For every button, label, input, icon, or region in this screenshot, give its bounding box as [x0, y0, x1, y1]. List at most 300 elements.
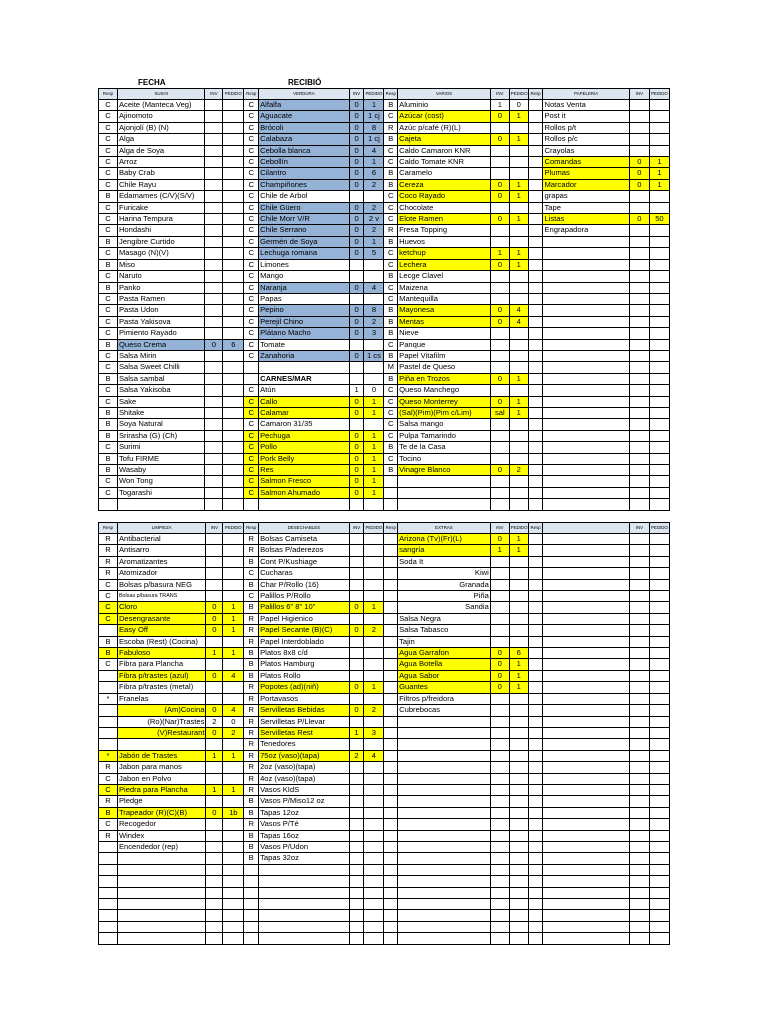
resp-cell: C — [384, 396, 398, 407]
pedido-cell — [509, 876, 528, 887]
pedido-cell — [364, 419, 384, 430]
pedido-cell — [509, 328, 528, 339]
resp-cell: R — [244, 534, 259, 545]
pedido-cell — [649, 602, 669, 613]
item-name-cell: Naranja — [259, 282, 350, 293]
resp-cell — [528, 591, 543, 602]
inv-cell — [205, 385, 223, 396]
resp-cell: B — [244, 853, 259, 864]
pedido-cell — [649, 556, 669, 567]
item-name-cell — [543, 259, 629, 270]
inv-cell — [490, 168, 509, 179]
inv-cell — [629, 853, 649, 864]
item-name-cell — [543, 534, 629, 545]
pedido-cell — [223, 134, 244, 145]
inv-cell — [205, 225, 223, 236]
inv-cell — [205, 305, 223, 316]
pedido-cell — [649, 476, 669, 487]
pedido-cell — [223, 739, 244, 750]
resp-cell: C — [244, 293, 259, 304]
item-name-cell: Brócoli — [259, 122, 350, 133]
inv-cell — [629, 487, 649, 498]
pedido-cell — [509, 476, 528, 487]
item-name-cell: ketchup — [398, 248, 491, 259]
inv-cell — [205, 419, 223, 430]
table-row — [99, 648, 670, 659]
inv-cell — [629, 887, 649, 898]
pedido-cell — [509, 556, 528, 567]
pedido-cell — [223, 841, 244, 852]
resp-cell — [528, 568, 543, 579]
resp-cell: C — [99, 179, 118, 190]
item-name-cell: Zanahoria — [259, 350, 350, 361]
resp-cell: C — [244, 202, 259, 213]
item-name-cell — [543, 556, 629, 567]
item-name-cell — [543, 499, 629, 510]
inv-cell — [349, 716, 364, 727]
resp-cell: R — [244, 545, 259, 556]
column-header: Resp — [384, 89, 398, 100]
inv-cell: 0 — [349, 350, 364, 361]
pedido-cell — [509, 739, 528, 750]
resp-cell: C — [99, 350, 118, 361]
resp-cell — [384, 910, 398, 921]
inv-cell: 0 — [490, 111, 509, 122]
pedido-cell: 1 — [223, 784, 244, 795]
resp-cell — [384, 591, 398, 602]
item-name-cell: Platos 8x8 c/d — [259, 648, 350, 659]
pedido-cell — [223, 179, 244, 190]
item-name-cell: Caramelo — [398, 168, 491, 179]
table-row — [99, 191, 670, 202]
resp-cell: C — [384, 419, 398, 430]
pedido-cell — [364, 739, 384, 750]
pedido-cell — [509, 750, 528, 761]
inv-cell — [206, 773, 223, 784]
pedido-cell: 1 — [649, 179, 669, 190]
item-name-cell: Fibra p/trastes (azul) — [117, 670, 205, 681]
pedido-cell — [649, 282, 669, 293]
inv-cell — [349, 819, 364, 830]
pedido-cell — [509, 864, 528, 875]
resp-cell — [528, 773, 543, 784]
item-name-cell: Pollo — [259, 442, 350, 453]
item-name-cell: Hondashi — [117, 225, 204, 236]
inv-cell — [629, 591, 649, 602]
inv-cell — [629, 545, 649, 556]
pedido-cell — [509, 796, 528, 807]
item-name-cell — [543, 328, 629, 339]
item-name-cell — [543, 430, 629, 441]
resp-cell: C — [384, 145, 398, 156]
resp-cell: R — [99, 545, 118, 556]
resp-cell — [99, 910, 118, 921]
inv-cell — [349, 864, 364, 875]
pedido-cell — [223, 305, 244, 316]
item-name-cell: Popotes (ad)(niñ) — [259, 682, 350, 693]
inv-cell — [205, 168, 223, 179]
inv-cell — [490, 122, 509, 133]
resp-cell: C — [99, 225, 118, 236]
pedido-cell — [364, 568, 384, 579]
item-name-cell: Alfalfa — [259, 100, 350, 111]
item-name-cell: Harina Tempura — [117, 214, 204, 225]
table-row — [99, 350, 670, 361]
pedido-cell — [223, 921, 244, 932]
pedido-cell — [649, 293, 669, 304]
header-row — [99, 89, 670, 100]
item-name-cell: Piedra para Plancha — [117, 784, 205, 795]
resp-cell: C — [244, 305, 259, 316]
pedido-cell: 1 — [364, 236, 384, 247]
resp-cell — [384, 636, 398, 647]
item-name-cell — [398, 727, 491, 738]
inv-cell — [349, 933, 364, 944]
pedido-cell: 2 — [364, 705, 384, 716]
inv-cell: 0 — [490, 648, 509, 659]
pedido-cell — [223, 556, 244, 567]
inv-cell — [490, 773, 509, 784]
item-name-cell: Furicake — [117, 202, 204, 213]
inv-cell — [490, 762, 509, 773]
item-name-cell — [398, 476, 491, 487]
inv-cell — [205, 293, 223, 304]
resp-cell — [528, 636, 543, 647]
pedido-cell — [364, 784, 384, 795]
item-name-cell: Papel Vitafilm — [398, 350, 491, 361]
item-name-cell: Pulpa Tamarindo — [398, 430, 491, 441]
resp-cell: B — [384, 271, 398, 282]
resp-cell — [528, 248, 543, 259]
resp-cell: C — [244, 316, 259, 327]
resp-cell: C — [244, 157, 259, 168]
inv-cell — [349, 841, 364, 852]
inv-cell — [206, 853, 223, 864]
item-name-cell: Cont P/Kushiage — [259, 556, 350, 567]
resp-cell — [528, 316, 543, 327]
item-name-cell: Bolsas p/basura TRANS — [117, 591, 205, 602]
resp-cell: B — [244, 556, 259, 567]
pedido-cell — [509, 568, 528, 579]
table-row — [99, 157, 670, 168]
pedido-cell — [509, 236, 528, 247]
pedido-cell — [364, 841, 384, 852]
resp-cell: C — [99, 613, 118, 624]
pedido-cell — [364, 773, 384, 784]
inv-cell — [205, 236, 223, 247]
resp-cell: B — [244, 579, 259, 590]
pedido-cell — [509, 579, 528, 590]
pedido-cell — [364, 499, 384, 510]
pedido-cell: 8 — [364, 122, 384, 133]
inv-cell — [205, 145, 223, 156]
inv-cell — [349, 191, 364, 202]
resp-cell: C — [244, 419, 259, 430]
pedido-cell: 1 — [509, 659, 528, 670]
pedido-cell — [223, 328, 244, 339]
item-name-cell: Chile Morr V/R — [259, 214, 350, 225]
inv-cell — [490, 910, 509, 921]
item-name-cell — [543, 407, 629, 418]
inv-cell — [490, 453, 509, 464]
pedido-cell — [509, 921, 528, 932]
resp-cell: C — [99, 487, 118, 498]
pedido-cell — [223, 591, 244, 602]
inv-cell — [490, 282, 509, 293]
resp-cell: C — [244, 111, 259, 122]
item-name-cell: Aguacate — [259, 111, 350, 122]
resp-cell: C — [384, 282, 398, 293]
item-name-cell — [398, 830, 491, 841]
pedido-cell — [649, 841, 669, 852]
inv-cell: 0 — [206, 625, 223, 636]
item-name-cell: Papel Interdoblado — [259, 636, 350, 647]
item-name-cell: Naruto — [117, 271, 204, 282]
table-row — [99, 693, 670, 704]
inv-cell — [629, 248, 649, 259]
resp-cell — [528, 179, 543, 190]
inv-cell: 2 — [349, 750, 364, 761]
table-row — [99, 898, 670, 909]
table-row — [99, 853, 670, 864]
inv-cell — [629, 100, 649, 111]
resp-cell: R — [244, 625, 259, 636]
resp-cell: B — [99, 282, 118, 293]
pedido-cell — [649, 648, 669, 659]
item-name-cell: Pasta Udon — [117, 305, 204, 316]
inv-cell: 1 — [206, 750, 223, 761]
table-row — [99, 122, 670, 133]
item-name-cell — [117, 933, 205, 944]
inv-cell — [205, 350, 223, 361]
item-name-cell — [259, 898, 350, 909]
item-name-cell — [543, 305, 629, 316]
resp-cell: R — [244, 762, 259, 773]
inv-cell — [629, 830, 649, 841]
item-name-cell: Franelas — [117, 693, 205, 704]
inv-cell — [629, 568, 649, 579]
pedido-cell — [509, 773, 528, 784]
inv-cell — [206, 819, 223, 830]
pedido-cell — [223, 202, 244, 213]
pedido-cell — [509, 898, 528, 909]
fecha-label: FECHA — [138, 78, 166, 87]
resp-cell: B — [384, 100, 398, 111]
inv-cell — [490, 157, 509, 168]
item-name-cell: Salsa Mirin — [117, 350, 204, 361]
resp-cell: B — [384, 134, 398, 145]
resp-cell: B — [99, 807, 118, 818]
pedido-cell — [364, 556, 384, 567]
inv-cell — [349, 807, 364, 818]
item-name-cell: Servilletas P/Llevar — [259, 716, 350, 727]
resp-cell — [528, 648, 543, 659]
table-row — [99, 487, 670, 498]
inv-cell — [205, 111, 223, 122]
inv-cell — [629, 385, 649, 396]
pedido-cell — [649, 682, 669, 693]
pedido-cell: 1 — [223, 648, 244, 659]
inv-cell — [490, 362, 509, 373]
inv-cell — [490, 921, 509, 932]
pedido-cell: 1 — [509, 407, 528, 418]
pedido-cell: 1 cs — [364, 350, 384, 361]
resp-cell — [528, 739, 543, 750]
pedido-cell: 1 — [223, 613, 244, 624]
resp-cell — [99, 670, 118, 681]
resp-cell — [528, 236, 543, 247]
inv-cell — [629, 419, 649, 430]
item-name-cell — [398, 784, 491, 795]
pedido-cell: 4 — [223, 670, 244, 681]
pedido-cell — [649, 271, 669, 282]
pedido-cell — [649, 807, 669, 818]
inv-cell: 0 — [490, 191, 509, 202]
inv-cell — [206, 876, 223, 887]
item-name-cell — [398, 739, 491, 750]
resp-cell — [244, 373, 259, 384]
pedido-cell: 4 — [364, 750, 384, 761]
resp-cell — [99, 739, 118, 750]
inv-cell — [349, 796, 364, 807]
table-row — [99, 385, 670, 396]
item-name-cell — [543, 636, 629, 647]
resp-cell — [528, 202, 543, 213]
inv-cell — [206, 762, 223, 773]
inv-cell — [629, 796, 649, 807]
pedido-cell: 8 — [364, 305, 384, 316]
resp-cell: C — [244, 191, 259, 202]
inv-cell — [490, 328, 509, 339]
pedido-cell — [509, 602, 528, 613]
table-row — [99, 282, 670, 293]
pedido-cell: 1 — [509, 373, 528, 384]
resp-cell — [244, 898, 259, 909]
resp-cell — [528, 921, 543, 932]
resp-cell: C — [384, 339, 398, 350]
pedido-cell — [223, 853, 244, 864]
item-name-cell: Queso Manchego — [398, 385, 491, 396]
inv-cell — [205, 202, 223, 213]
resp-cell — [528, 727, 543, 738]
table-row — [99, 225, 670, 236]
pedido-cell — [223, 876, 244, 887]
inv-cell — [206, 796, 223, 807]
resp-cell — [384, 841, 398, 852]
pedido-cell — [649, 453, 669, 464]
resp-cell: B — [244, 807, 259, 818]
resp-cell — [384, 830, 398, 841]
pedido-cell — [364, 807, 384, 818]
pedido-cell — [364, 716, 384, 727]
item-name-cell: Salsa Negra — [398, 613, 491, 624]
inv-cell — [490, 853, 509, 864]
item-name-cell: Salsa Yakisoba — [117, 385, 204, 396]
inv-cell — [349, 853, 364, 864]
resp-cell — [528, 259, 543, 270]
pedido-cell: 1 — [509, 134, 528, 145]
pedido-cell — [649, 350, 669, 361]
item-name-cell: Jabón de Trastes — [117, 750, 205, 761]
pedido-cell — [223, 236, 244, 247]
resp-cell — [528, 556, 543, 567]
item-name-cell: Alga — [117, 134, 204, 145]
item-name-cell: Agua Garrafon — [398, 648, 491, 659]
item-name-cell: Elote Ramen — [398, 214, 491, 225]
item-name-cell — [543, 350, 629, 361]
inv-cell — [205, 362, 223, 373]
item-name-cell — [543, 876, 629, 887]
inv-cell — [629, 430, 649, 441]
resp-cell — [384, 796, 398, 807]
inv-cell — [629, 921, 649, 932]
inv-cell — [490, 591, 509, 602]
item-name-cell — [543, 396, 629, 407]
table-row — [99, 419, 670, 430]
item-name-cell: 75oz (vaso)(tapa) — [259, 750, 350, 761]
pedido-cell — [509, 933, 528, 944]
resp-cell: * — [99, 693, 118, 704]
resp-cell: C — [244, 328, 259, 339]
pedido-cell — [649, 122, 669, 133]
inv-cell: 0 — [349, 100, 364, 111]
pedido-cell — [364, 534, 384, 545]
table-row — [99, 407, 670, 418]
column-header: EXTRAS — [398, 523, 491, 534]
item-name-cell — [543, 545, 629, 556]
inv-cell — [490, 727, 509, 738]
item-name-cell: Papel Secante (B)(C) — [259, 625, 350, 636]
resp-cell — [528, 134, 543, 145]
pedido-cell — [223, 682, 244, 693]
inv-cell — [629, 271, 649, 282]
pedido-cell: 1 — [509, 111, 528, 122]
item-name-cell — [543, 487, 629, 498]
resp-cell — [528, 122, 543, 133]
item-name-cell: Ajinomoto — [117, 111, 204, 122]
item-name-cell — [543, 293, 629, 304]
column-header: Resp — [244, 89, 259, 100]
item-name-cell: Vasos KIdS — [259, 784, 350, 795]
inv-cell — [629, 750, 649, 761]
resp-cell: C — [99, 316, 118, 327]
resp-cell: R — [384, 122, 398, 133]
pedido-cell — [364, 339, 384, 350]
resp-cell — [99, 933, 118, 944]
pedido-cell — [509, 442, 528, 453]
resp-cell: B — [99, 373, 118, 384]
resp-cell: C — [244, 100, 259, 111]
inv-cell: 0 — [349, 465, 364, 476]
inv-cell — [629, 659, 649, 670]
pedido-cell — [649, 362, 669, 373]
pedido-cell — [223, 545, 244, 556]
item-name-cell — [259, 921, 350, 932]
inv-cell: 0 — [490, 465, 509, 476]
pedido-cell: 1 — [223, 625, 244, 636]
inv-cell: 0 — [349, 305, 364, 316]
item-name-cell: Tomate — [259, 339, 350, 350]
resp-cell — [528, 841, 543, 852]
table-row — [99, 236, 670, 247]
pedido-cell: 2 — [364, 179, 384, 190]
item-name-cell: Coco Rayado — [398, 191, 491, 202]
pedido-cell — [364, 659, 384, 670]
inv-cell — [206, 898, 223, 909]
table-row — [99, 830, 670, 841]
pedido-cell — [649, 636, 669, 647]
resp-cell: B — [244, 796, 259, 807]
